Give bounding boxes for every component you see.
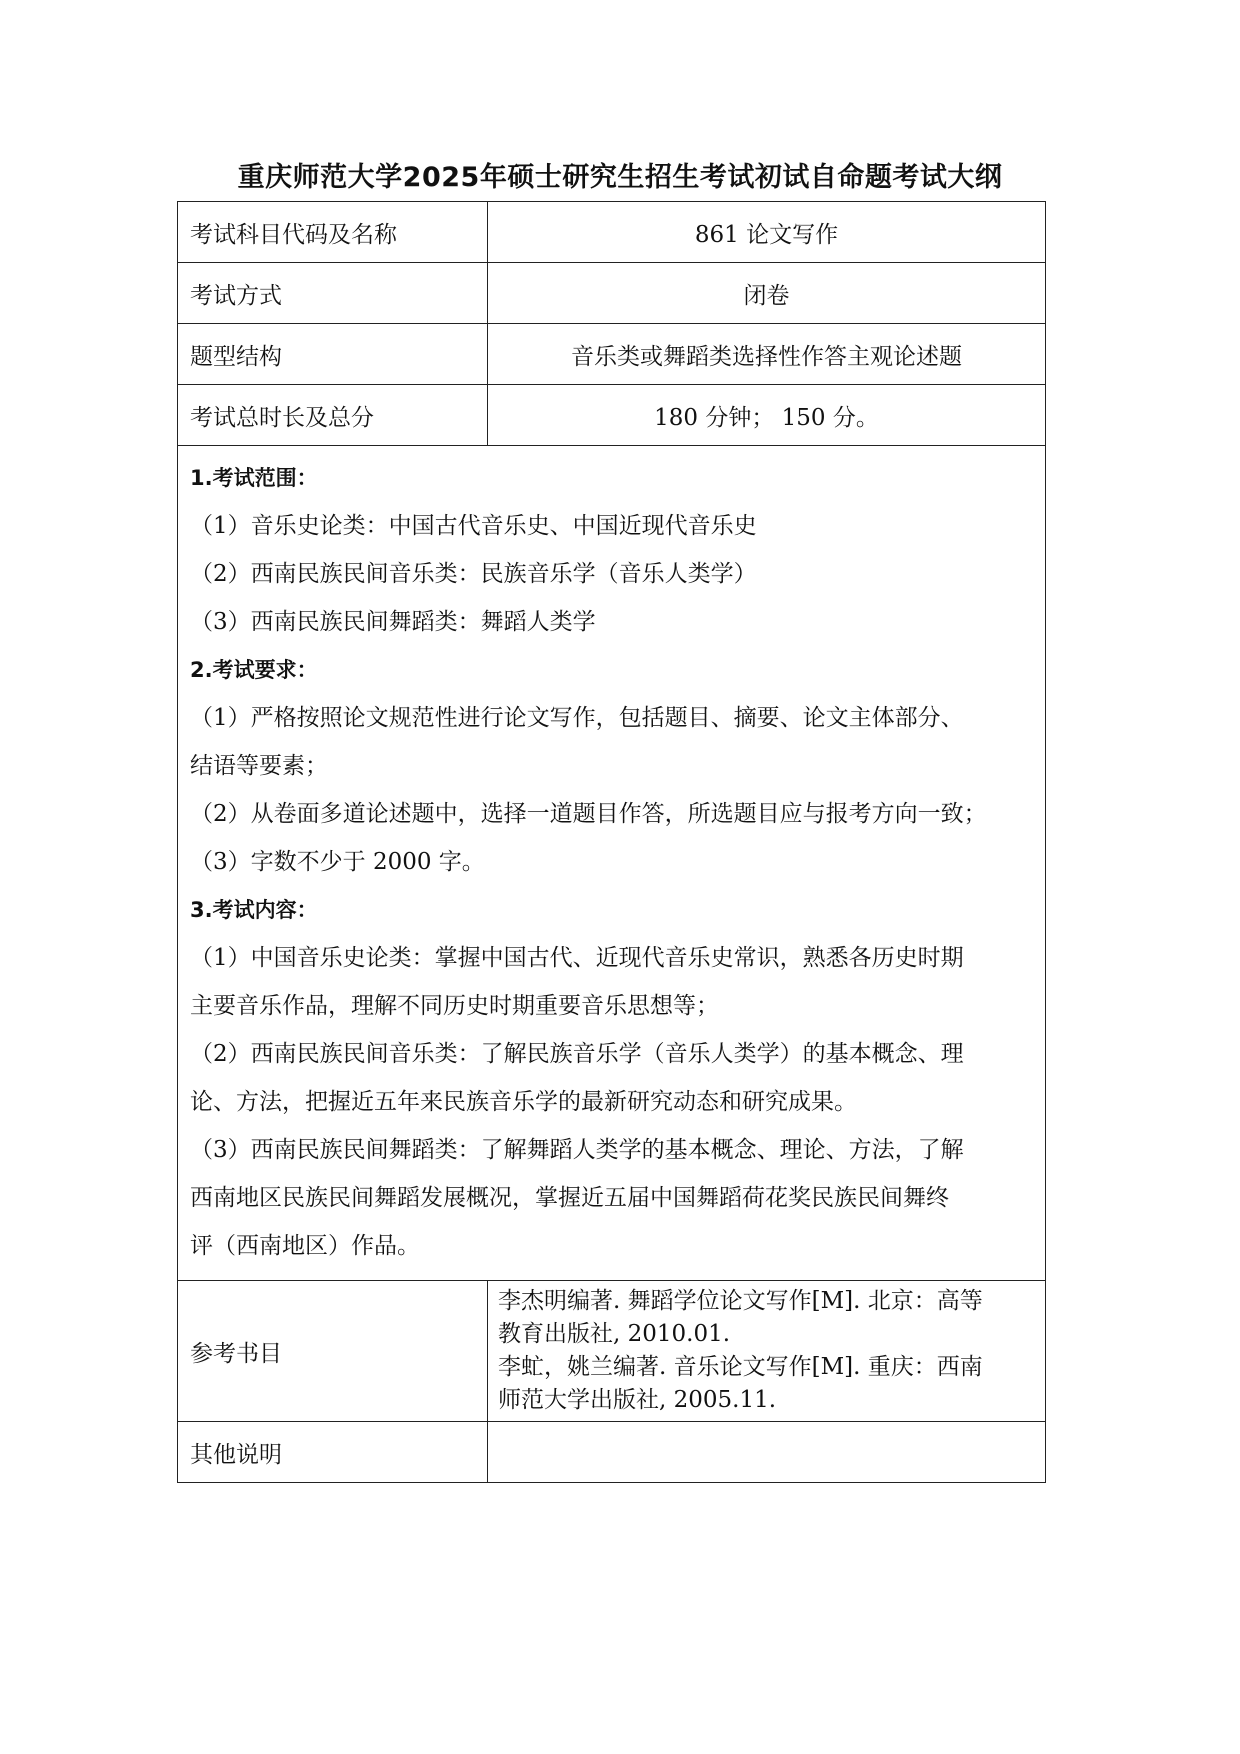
method-label: 考试方式 xyxy=(178,263,488,324)
subject-label: 考试科目代码及名称 xyxy=(178,202,488,263)
references-label: 参考书目 xyxy=(178,1281,488,1422)
structure-label: 题型结构 xyxy=(178,324,488,385)
table-row xyxy=(178,385,1046,446)
content-line: （3）西南民族民间舞蹈类：了解舞蹈人类学的基本概念、理论、方法，了解 xyxy=(190,1137,964,1163)
table-row xyxy=(178,446,1046,1281)
content-line: 论、方法，把握近五年来民族音乐学的最新研究动态和研究成果。 xyxy=(190,1089,857,1115)
exam-outline-table xyxy=(177,201,1046,1483)
content-line: 主要音乐作品，理解不同历史时期重要音乐思想等； xyxy=(190,993,719,1019)
reference-line: 李杰明编著. 舞蹈学位论文写作[M]. 北京：高等 xyxy=(498,1288,983,1314)
other-label: 其他说明 xyxy=(178,1422,488,1483)
other-value xyxy=(488,1422,1046,1483)
table-row xyxy=(178,1281,1046,1422)
scope-line: （1）音乐史论类：中国古代音乐史、中国近现代音乐史 xyxy=(190,513,757,539)
subject-value: 861 论文写作 xyxy=(488,202,1046,263)
document-title: 重庆师范大学2025年硕士研究生招生考试初试自命题考试大纲 xyxy=(237,162,1003,193)
duration-value: 180 分钟； 150 分。 xyxy=(488,385,1046,446)
requirements-heading: 2.考试要求： xyxy=(190,658,318,682)
content-line: 评（西南地区）作品。 xyxy=(190,1233,420,1259)
references-list xyxy=(488,1281,1046,1422)
structure-value: 音乐类或舞蹈类选择性作答主观论述题 xyxy=(488,324,1046,385)
table-row xyxy=(178,202,1046,263)
requirements-line: （1）严格按照论文规范性进行论文写作，包括题目、摘要、论文主体部分、 xyxy=(190,705,964,731)
reference-line: 李虻，姚兰编著. 音乐论文写作[M]. 重庆：西南 xyxy=(498,1354,983,1380)
requirements-line: 结语等要素； xyxy=(190,753,328,779)
scope-line: （2）西南民族民间音乐类：民族音乐学（音乐人类学） xyxy=(190,561,757,587)
content-heading: 3.考试内容： xyxy=(190,898,318,922)
requirements-line: （2）从卷面多道论述题中，选择一道题目作答，所选题目应与报考方向一致； xyxy=(190,801,987,827)
table-row xyxy=(178,263,1046,324)
scope-line: （3）西南民族民间舞蹈类：舞蹈人类学 xyxy=(190,609,596,635)
reference-line: 师范大学出版社, 2005.11. xyxy=(498,1387,777,1413)
content-line: （1）中国音乐史论类：掌握中国古代、近现代音乐史常识，熟悉各历史时期 xyxy=(190,945,964,971)
table-row xyxy=(178,1422,1046,1483)
duration-label: 考试总时长及总分 xyxy=(178,385,488,446)
requirements-line: （3）字数不少于 2000 字。 xyxy=(190,849,485,875)
method-value: 闭卷 xyxy=(488,263,1046,324)
reference-line: 教育出版社, 2010.01. xyxy=(498,1321,731,1347)
exam-details-cell xyxy=(178,446,1046,1281)
content-line: （2）西南民族民间音乐类：了解民族音乐学（音乐人类学）的基本概念、理 xyxy=(190,1041,964,1067)
table-row xyxy=(178,324,1046,385)
scope-heading: 1.考试范围： xyxy=(190,466,318,490)
content-line: 西南地区民族民间舞蹈发展概况，掌握近五届中国舞蹈荷花奖民族民间舞终 xyxy=(190,1185,949,1211)
